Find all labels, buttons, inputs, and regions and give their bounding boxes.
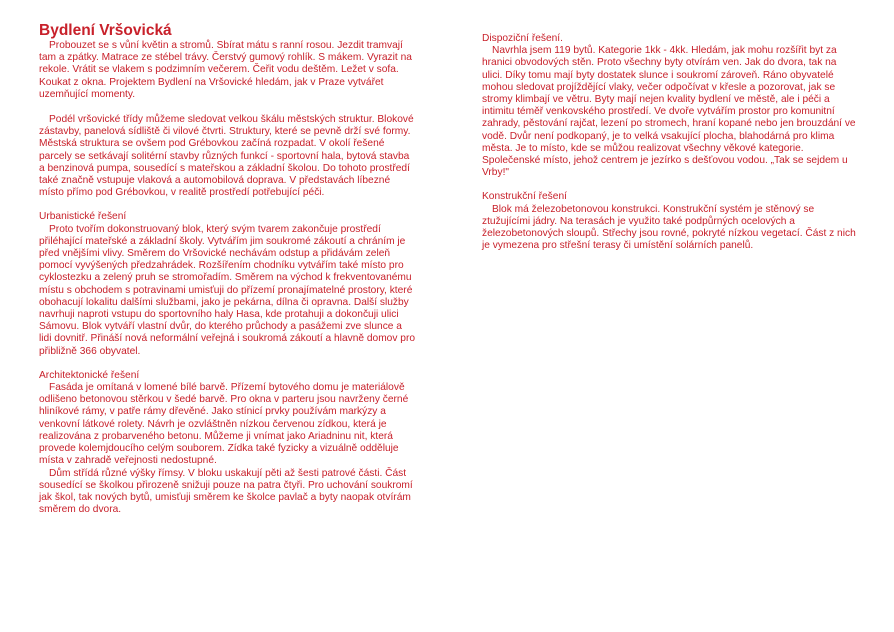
arch-paragraph-2: Dům střídá různé výšky římsy. V bloku uskakují pěti až šesti patrové části. Část sousedící se školkou přirozeně snižuji pouze na patra čtyři. Pro uchování soukromí jak škol, tak nových bytů, umisťuji směrem ke školce pavlač a byty naopak otvírám směrem do dvora. [39, 467, 413, 516]
disp-heading: Dispoziční řešení. [482, 33, 563, 44]
disp-paragraph: Navrhla jsem 119 bytů. Kategorie 1kk - 4kk. Hledám, jak mohu rozšířit byt za hranici obvodových stěn. Proto všechny byty otvírám ven. Jak do dvora, tak na ulici. Díky tomu mají byty dostatek slunce i soukromí zároveň. Ráno obyvatelé mohou sledovat projíždějící vlaky, večer odpočívat v křesle a pozorovat, jak se stromy klimbají ve větru. Byty mají nejen kvality bydlení ve městě, ale i péči a intimitu téměř venkovského prostředí. Ve dvoře vytvářím prostor pro komunitní zahrady, pěstování rajčat, lezení po stromech, hraní kopané nebo jen brouzdání ve vodě. Dvůr není podkopaný, je to velká vsakující plocha, blahodárná pro klima města. Je to místo, kde se můžou realizovat všechny věkové kategorie. Společenské místo, jehož centrem je jezírko s dešťovou vodou. „Tak se sejdem u Vrby!" [482, 45, 856, 179]
urban-heading: Urbanistické řešení [39, 211, 127, 223]
context-paragraph: Podél vršovické třídy můžeme sledovat velkou škálu městských struktur. Blokové zástavby, panelová sídliště či vilové čtvrti. Struktury, které se pevně drží své formy. Městská struktura se ovšem pod Grébovkou začíná rozpadat. V okolí řešené parcely se setkávají solitérní stavby různých funkcí - sportovní hala, bytová stavba a benzinová pumpa, sousedící s mateřskou a základní školou. Do tohoto prostředí také značně vstupuje vlaková a automobilová doprava. V představách líbezné místo přímo pod Grébovkou, v realitě prostředí potřebující péči. [39, 114, 414, 199]
arch-paragraph-1: Fasáda je omítaná v lomené bílé barvě. Přízemí bytového domu je materiálově odlišeno betonovou stěrkou v šedé barvě. Pro okna v parteru jsou navrženy černé hliníkové rámy, v patře rámy dřevěné. Jako stínicí prvky používám markýzy a venkovní látkové rolety. Návrh je ozvláštněn nízkou červenou zídkou, která je realizována z probarveného betonu. Můžeme ji vnímat jako Ariadninu nit, která provede kolemjdoucího celým souborem. Zídka také fyzicky a vizuálně odděluje místa v zahradě veřejnosti nedostupné. [39, 382, 409, 467]
arch-heading: Architektonické řešení [39, 369, 140, 381]
page-title: Bydlení Vršovická [39, 22, 172, 39]
constr-paragraph: Blok má železobetonovou konstrukci. Konstrukční systém je stěnový se ztužujícími jádry. Na terasách je využito také podpůrných ocelových a železobetonových sloupů. Střechy jsou rovné, pokryté nízkou vegetací. Část z nich je vymezena pro střešní terasy či umístění solárních panelů. [482, 203, 856, 252]
left-column [39, 22, 415, 516]
intro-paragraph: Probouzet se s vůní květin a stromů. Sbírat mátu s ranní rosou. Jezdit tramvají tam a zpátky. Matrace ze stébel trávy. Čerstvý gumový rohlík. S mákem. Vyrazit na rekole. Vrátit se vlakem s podzimním večerem. Čeřit vodu deštěm. Ležet v sofa. Koukat z okna. Projektem Bydlení na Vršovické hledám, jak v Praze vytvářet uzemňující momenty. [39, 40, 412, 100]
right-column [482, 33, 856, 252]
urban-paragraph: Proto tvořím dokonstruovaný blok, který svým tvarem zakončuje prostředí přiléhající mateřské a základní školy. Vytvářím jim soukromé zákoutí a chráním je před vnějšími vlivy. Směrem do Vršovické nechávám odstup a přidávám zeleň pomocí vyvýšených předzahrádek. Rozšířením chodníku vytvářím také místo pro cyklostezku a zelený pruh se stromořadím. Směrem na východ k frekventovanému místu s obchodem s potravinami umisťuji do přízemí pronajímatelné prostory, které obohacují lokalitu dalšími službami, jako je pekárna, dílna či opravna. Další služby navrhuji naproti vstupu do sportovního haly Hasa, kde protahuji a dokončuji ulici Sámovu. Blok vytváří vlastní dvůr, do kterého průchody a pasážemi zve slunce a lidi dovnitř. Přináší nová neformální veřejná i soukromá zákoutí a hlavně domov pro přibližně 366 obyvatel. [39, 223, 415, 357]
constr-heading: Konstrukční řešení [482, 191, 567, 203]
